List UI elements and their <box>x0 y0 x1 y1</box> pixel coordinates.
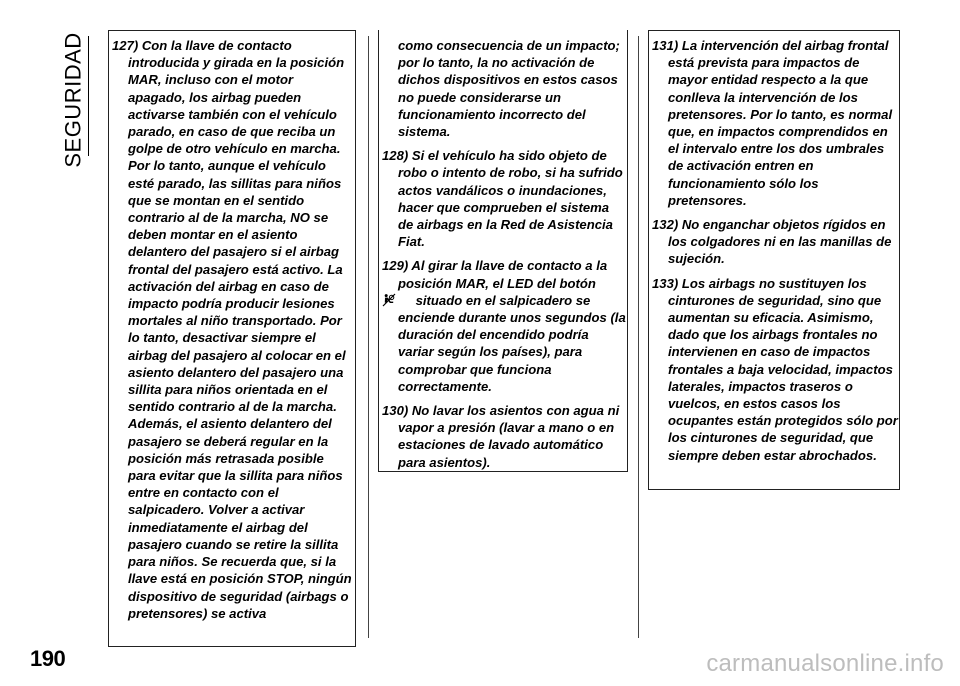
note-129 <box>382 257 626 395</box>
watermark: carmanualsonline.info <box>706 650 944 677</box>
column-divider-1 <box>368 36 369 638</box>
page-number: 190 <box>30 646 66 671</box>
section-title <box>56 32 92 168</box>
note-133: 133) Los airbags no sustituyen los cinturones de seguridad, sino que aumentan su eficacia. Asimismo, dado que los airbags frontales no intervienen en caso de impactos frontales a baja velocidad, impactos laterales, impactos traseros o vuelcos, en estos casos los ocupantes están protegidos sólo por los cinturones de seguridad, que siempre deben estar abrochados. <box>652 275 898 463</box>
note-129-text-end: situado en el salpicadero se enciende durante unos segundos (la duración del encendido podría variar según los países), para comprobar que funciona correctamente. <box>398 292 626 394</box>
note-130: 130) No lavar los asientos con agua ni vapor a presión (lavar a mano o en estaciones de lavado automático para asientos). <box>382 403 620 470</box>
section-title-text: SEGURIDAD <box>61 32 87 168</box>
note-131: 131) La intervención del airbag frontal está prevista para impactos de mayor entidad respecto a la que conlleva la intervención de los pretensores. Por lo tanto, es normal que, en impactos comprendidos en el intervalo entre los dos umbrales de activación entren en funcionamiento sólo los pretensores. <box>652 38 893 208</box>
note-129-text-start: 129) Al girar la llave de contacto a la posición MAR, el LED del botón <box>382 258 608 291</box>
note-column-1 <box>112 37 354 629</box>
note-127: 127) Con la llave de contacto introducida y girada en la posición MAR, incluso con el motor apagado, los airbag pueden activarse también con el vehículo parado, en caso de que reciba un golpe de otro vehículo en marcha. Por lo tanto, aunque el vehículo esté parado, las sillitas para niños que se montan en el sentido contrario al de la marcha, NO se deben montar en el asiento delantero del pasajero si el airbag frontal del pasajero está activo. La activación del airbag en caso de impacto podría producir lesiones mortales al niño transportado. Por lo tanto, desactivar siempre el airbag del pasajero al colocar en el asiento delantero del pasajero una sillita para niños orientada en el sentido contrario al de la marcha. Además, el asiento delantero del pasajero se deberá regular en la posición más retrasada posible para evitar que la sillita para niños entre en contacto con el salpicadero. Volver a activar inmediatamente el airbag del pasajero cuando se retire la sillita para niños. Se recuerda que, si la llave está en posición STOP, ningún dispositivo de seguridad (airbags o pretensores) se activa <box>112 38 352 621</box>
airbag-off-icon <box>398 293 412 307</box>
column-divider-2 <box>638 36 639 638</box>
section-divider <box>88 36 89 156</box>
note-128: 128) Si el vehículo ha sido objeto de robo o intento de robo, si ha sufrido actos vandálicos o inundaciones, hacer que comprueben el sistema de airbags en la Red de Asistencia Fiat. <box>382 148 623 250</box>
note-column-3 <box>652 37 898 471</box>
note-127-continued: como consecuencia de un impacto; por lo tanto, la no activación de dichos dispositivos en estos casos no puede considerarse un funcionamiento incorrecto del sistema. <box>398 38 620 140</box>
note-132: 132) No enganchar objetos rígidos en los colgadores ni en las manillas de sujeción. <box>652 217 892 267</box>
note-column-2 <box>382 37 626 478</box>
